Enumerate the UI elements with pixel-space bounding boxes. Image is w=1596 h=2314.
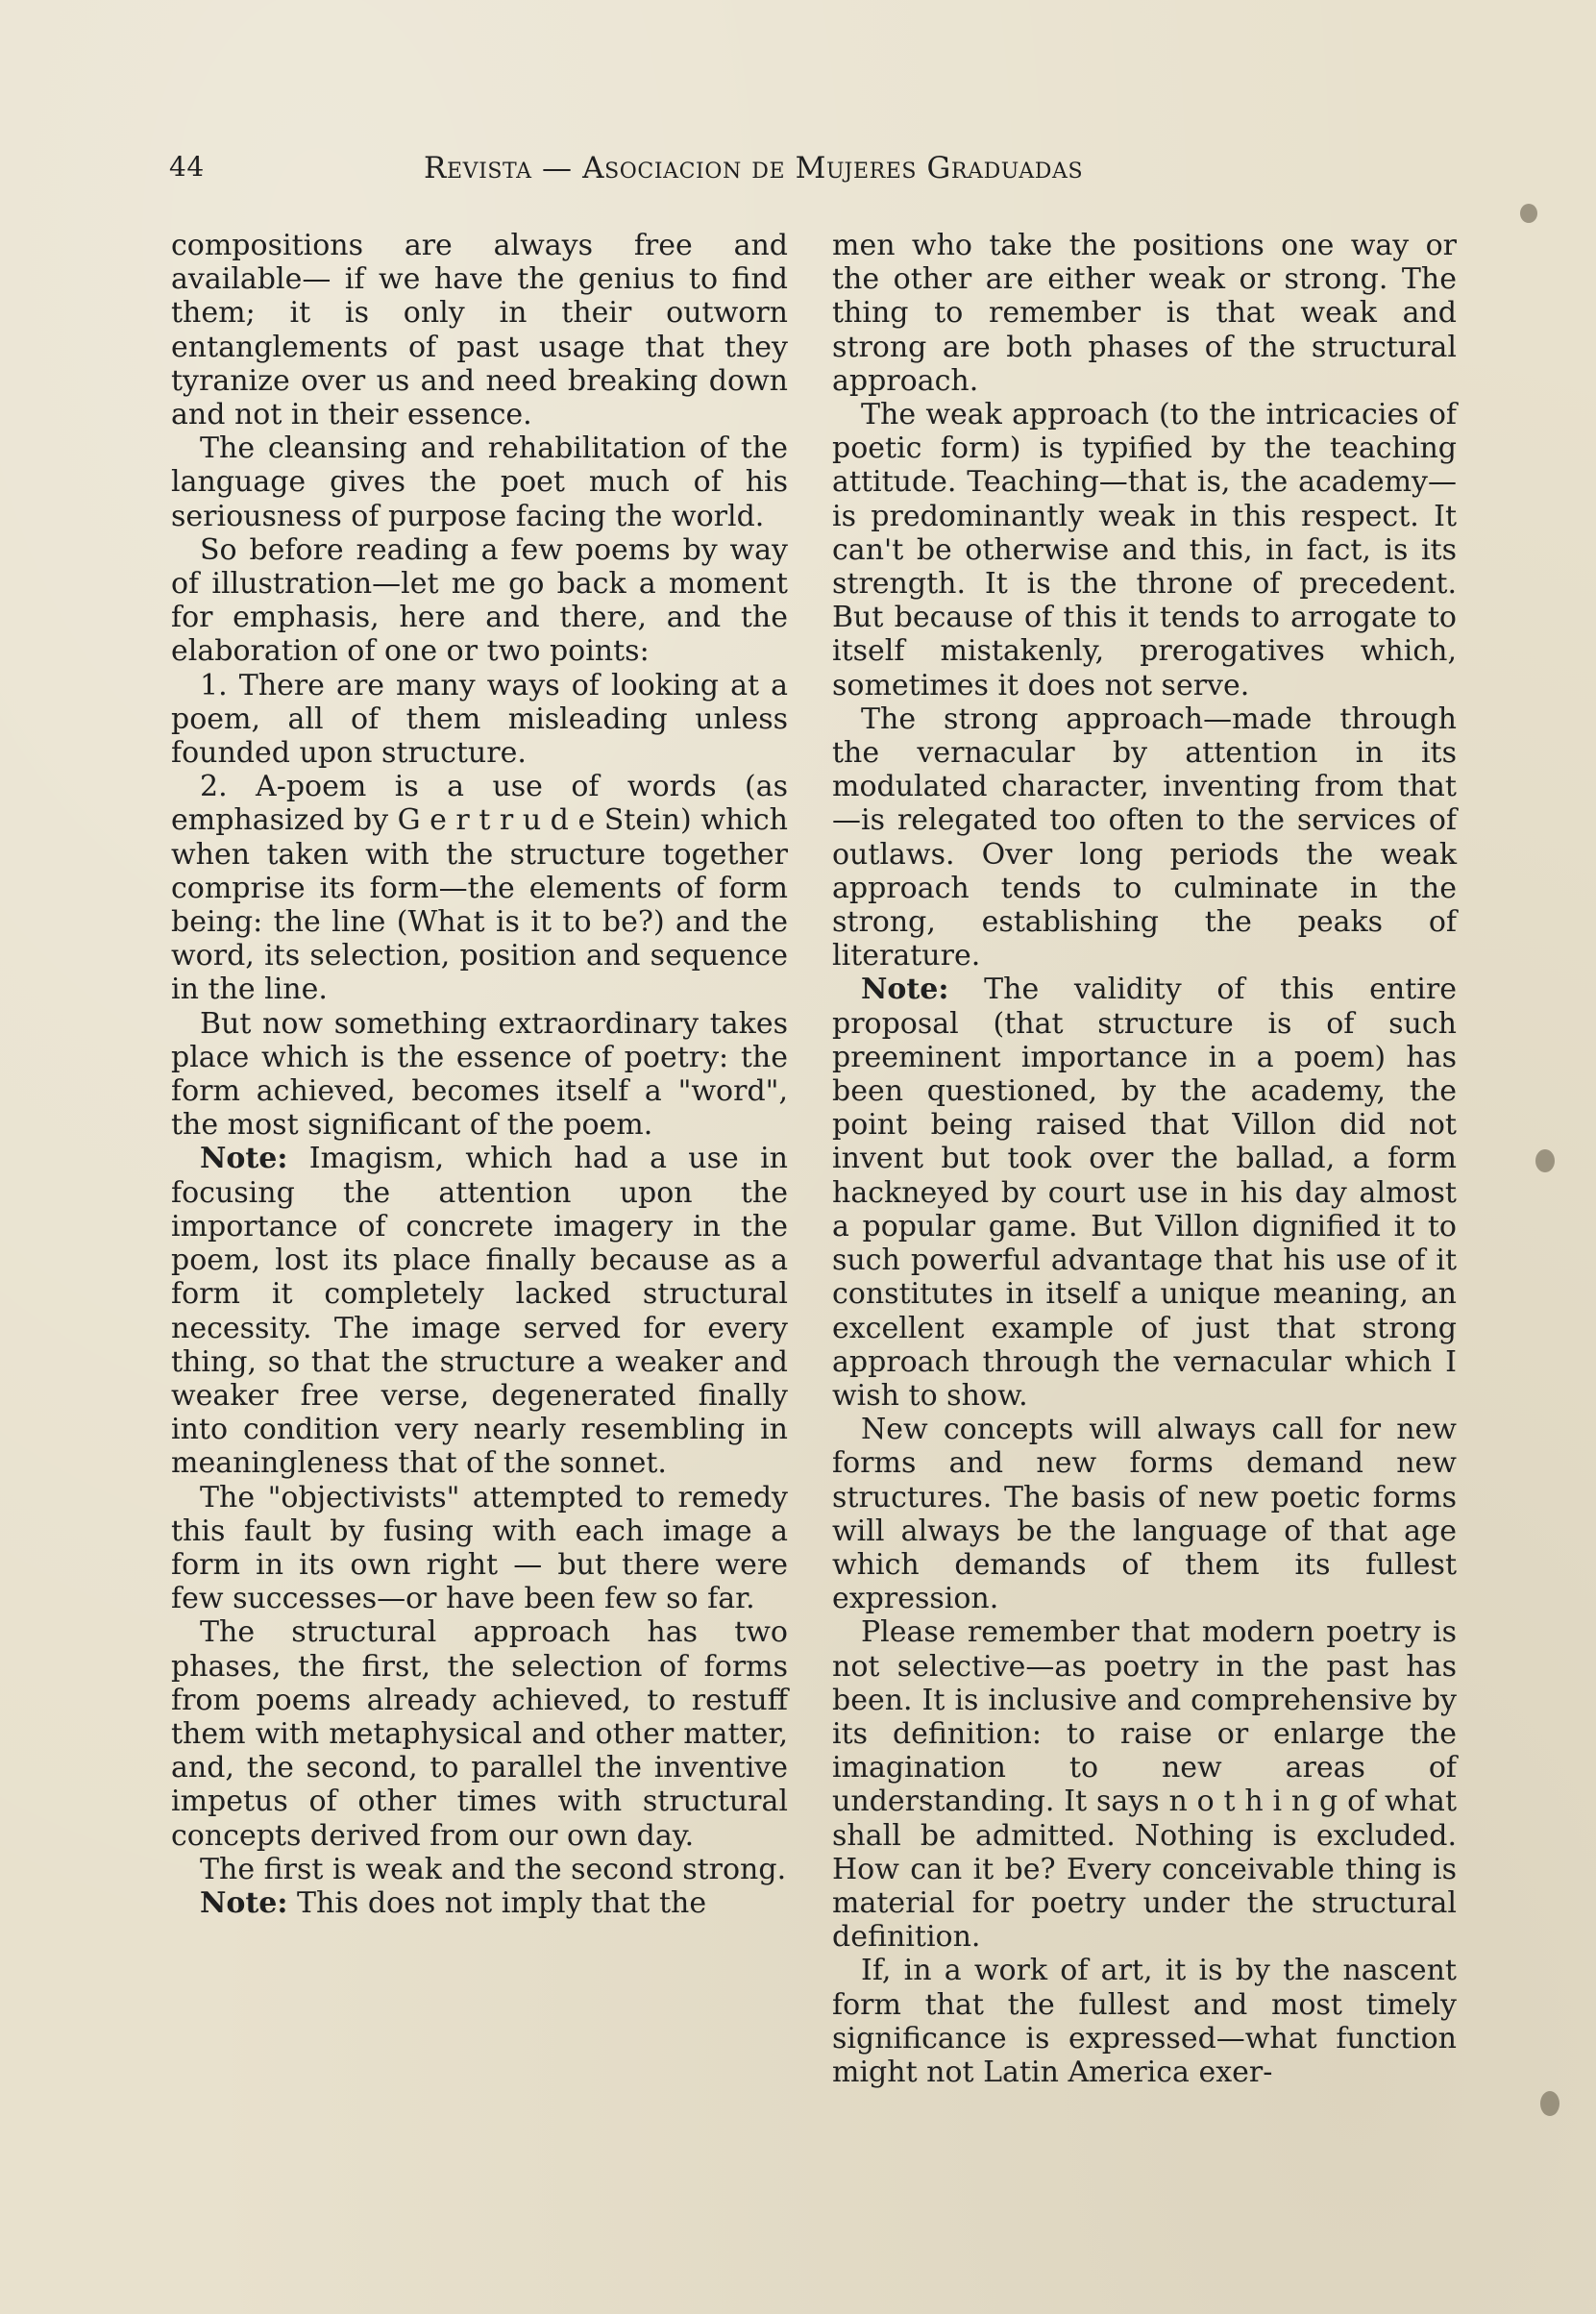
note-label: Note:	[200, 1885, 288, 1920]
left-column	[171, 229, 788, 1920]
paragraph: compositions are always free and available— if we have the genius to find them; it is only in their outworn entanglements of past usage that they tyranize over us and need breaking down and not in their essence.	[171, 229, 788, 432]
binding-hole-mark	[1520, 204, 1537, 223]
paragraph: 2. A-poem is a use of words (as emphasized by G e r t r u d e Stein) which when taken with the structure together comprise its form—the elements of form being: the line (What is it to be?) and the word, its selection, position and sequence in the line.	[171, 770, 788, 1007]
paragraph: The strong approach—made through the vernacular by attention in its modulated character, inventing from that—is relegated too often to the services of outlaws. Over long periods the weak approach tends to culminate in the strong, establishing the peaks of literature.	[832, 702, 1457, 973]
note-label: Note:	[200, 1142, 288, 1176]
paragraph: The cleansing and rehabilitation of the language gives the poet much of his seriousness of purpose facing the world.	[171, 431, 788, 533]
right-column	[832, 229, 1457, 2089]
note-label: Note:	[861, 972, 949, 1007]
paragraph: So before reading a few poems by way of illustration—let me go back a moment for emphasis, here and there, and the elaboration of one or two points:	[171, 532, 788, 669]
running-title: Revista — Asociacion de Mujeres Graduadas	[424, 151, 1084, 185]
paragraph: The first is weak and the second strong.	[200, 1852, 787, 1886]
note-paragraph: Note: Imagism, which had a use in focusing the attention upon the importance of concrete imagery in the poem, lost its place finally because as a form it completely lacked structural necessity. The image served for every thing, so that the structure a weaker and weaker free verse, degenerated finally into condition very nearly resembling in meaningleness that of the sonnet.	[171, 1142, 788, 1481]
binding-hole-mark	[1540, 2091, 1559, 2116]
paragraph: The "objectivists" attempted to remedy this fault by fusing with each image a form in its own right — but there were few successes—or have been few so far.	[171, 1480, 788, 1616]
page-number: 44	[169, 151, 205, 183]
paragraph: men who take the positions one way or the other are either weak or strong. The thing to remember is that weak and strong are both phases of the structural approach.	[832, 229, 1457, 398]
paragraph: If, in a work of art, it is by the nascent form that the fullest and most timely significance is expressed—what function might not Latin America exer-	[832, 1954, 1457, 2089]
note-paragraph: Note: This does not imply that the	[200, 1885, 707, 1920]
paragraph: New concepts will always call for new forms and new forms demand new structures. The basis of new poetic forms will always be the language of that age which demands of them its fullest expression.	[832, 1413, 1457, 1616]
paragraph: The weak approach (to the intricacies of poetic form) is typified by the teaching attitude. Teaching—that is, the academy—is predominantly weak in this respect. It can't be otherwise and this, in fact, is its strength. It is the throne of precedent. But because of this it tends to arrogate to itself mistakenly, prerogatives which, sometimes it does not serve.	[832, 398, 1457, 702]
note-paragraph: Note: The validity of this entire proposal (that structure is of such preeminent importance in a poem) has been questioned, by the academy, the point being raised that Villon did not invent but took over the ballad, a form hackneyed by court use in his day almost a popular game. But Villon dignified it to such powerful advantage that his use of it constitutes in itself a unique meaning, an excellent example of just that strong approach through the vernacular which I wish to show.	[832, 972, 1457, 1413]
paragraph: Please remember that modern poetry is not selective—as poetry in the past has been. It is inclusive and comprehensive by its definition: to raise or enlarge the imagination to new areas of understanding. It says n o t h i n g of what shall be admitted. Nothing is excluded. How can it be? Every conceivable thing is material for poetry under the structural definition.	[832, 1615, 1457, 1955]
paragraph: But now something extraordinary takes place which is the essence of poetry: the form achieved, becomes itself a "word", the most significant of the poem.	[171, 1006, 788, 1143]
binding-hole-mark	[1535, 1149, 1555, 1172]
running-header	[169, 149, 1216, 197]
paragraph: 1. There are many ways of looking at a poem, all of them misleading unless founded upon structure.	[171, 668, 788, 771]
paragraph: The structural approach has two phases, the first, the selection of forms from poems already achieved, to restuff them with metaphysical and other matter, and, the second, to parallel the inventive impetus of other times with structural concepts derived from our own day.	[171, 1615, 788, 1853]
